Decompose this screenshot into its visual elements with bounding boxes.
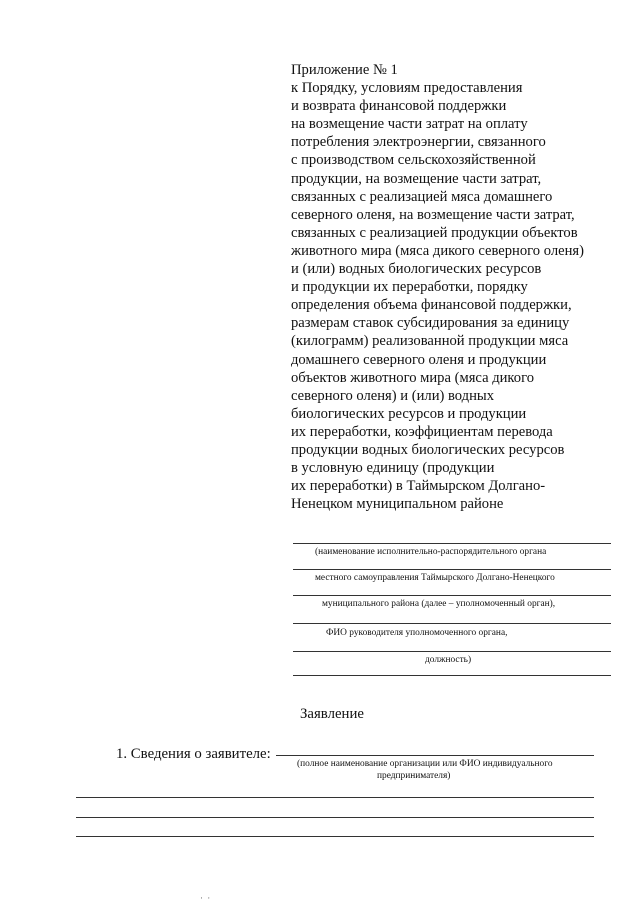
appendix-line: к Порядку, условиям предоставления (291, 80, 523, 97)
appendix-line: (килограмм) реализованной продукции мяса (291, 333, 569, 350)
applicant-name-line[interactable] (276, 755, 594, 756)
appendix-line: животного мира (мяса дикого северного оленя) (291, 242, 584, 259)
addressee-fill-line[interactable] (293, 675, 611, 676)
addressee-fill-line[interactable] (293, 651, 611, 652)
appendix-line: домашнего северного оленя и продукции (291, 351, 547, 368)
appendix-line: их переработки, коэффициентам перевода (291, 423, 553, 440)
addressee-fill-line[interactable] (293, 595, 611, 596)
appendix-line: продукции водных биологических ресурсов (291, 441, 565, 458)
appendix-line: Ненецком муниципальном районе (291, 496, 504, 513)
appendix-block (291, 61, 621, 513)
addressee-fill-line[interactable] (293, 569, 611, 570)
appendix-line: размерам ставок субсидирования за единицу (291, 315, 570, 332)
appendix-line: их переработки) в Таймырском Долгано- (291, 478, 546, 495)
appendix-line: потребления электроэнергии, связанного (291, 134, 546, 151)
scan-specks: · · (200, 893, 212, 903)
applicant-fill-line[interactable] (76, 836, 594, 837)
addressee-fill-line[interactable] (293, 543, 611, 544)
appendix-line: биологических ресурсов и продукции (291, 405, 527, 422)
application-title: Заявление (300, 706, 364, 722)
appendix-line: продукции, на возмещение части затрат, (291, 170, 542, 187)
appendix-line: определения объема финансовой поддержки, (291, 297, 572, 314)
addressee-caption: должность) (425, 655, 472, 665)
appendix-line: связанных с реализацией мяса домашнего (291, 188, 553, 205)
appendix-line: в условную единицу (продукции (291, 460, 495, 477)
appendix-line: и возврата финансовой поддержки (291, 98, 507, 115)
applicant-caption: (полное наименование организации или ФИО индивидуального (297, 759, 553, 769)
applicant-fill-line[interactable] (76, 817, 594, 818)
appendix-line: на возмещение части затрат на оплату (291, 116, 528, 133)
addressee-caption: местного самоуправления Таймырского Долгано-Ненецкого (315, 573, 555, 583)
appendix-line: северного оленя, на возмещение части затрат, (291, 206, 575, 223)
appendix-line: объектов животного мира (мяса дикого (291, 369, 534, 386)
addressee-caption: ФИО руководителя уполномоченного органа, (326, 628, 508, 638)
addressee-caption: муниципального района (далее – уполномоченный орган), (322, 599, 556, 609)
addressee-fill-line[interactable] (293, 623, 611, 624)
appendix-line: и продукции их переработки, порядку (291, 279, 528, 296)
applicant-caption: предпринимателя) (377, 771, 451, 781)
applicant-info-label: 1. Сведения о заявителе: (116, 746, 271, 762)
appendix-title: Приложение № 1 (291, 62, 398, 78)
appendix-line: связанных с реализацией продукции объектов (291, 224, 578, 241)
appendix-line: и (или) водных биологических ресурсов (291, 261, 542, 278)
addressee-caption: (наименование исполнительно-распорядительного органа (315, 547, 547, 557)
appendix-line: северного оленя) и (или) водных (291, 387, 495, 404)
appendix-line: с производством сельскохозяйственной (291, 152, 536, 169)
applicant-fill-line[interactable] (76, 797, 594, 798)
